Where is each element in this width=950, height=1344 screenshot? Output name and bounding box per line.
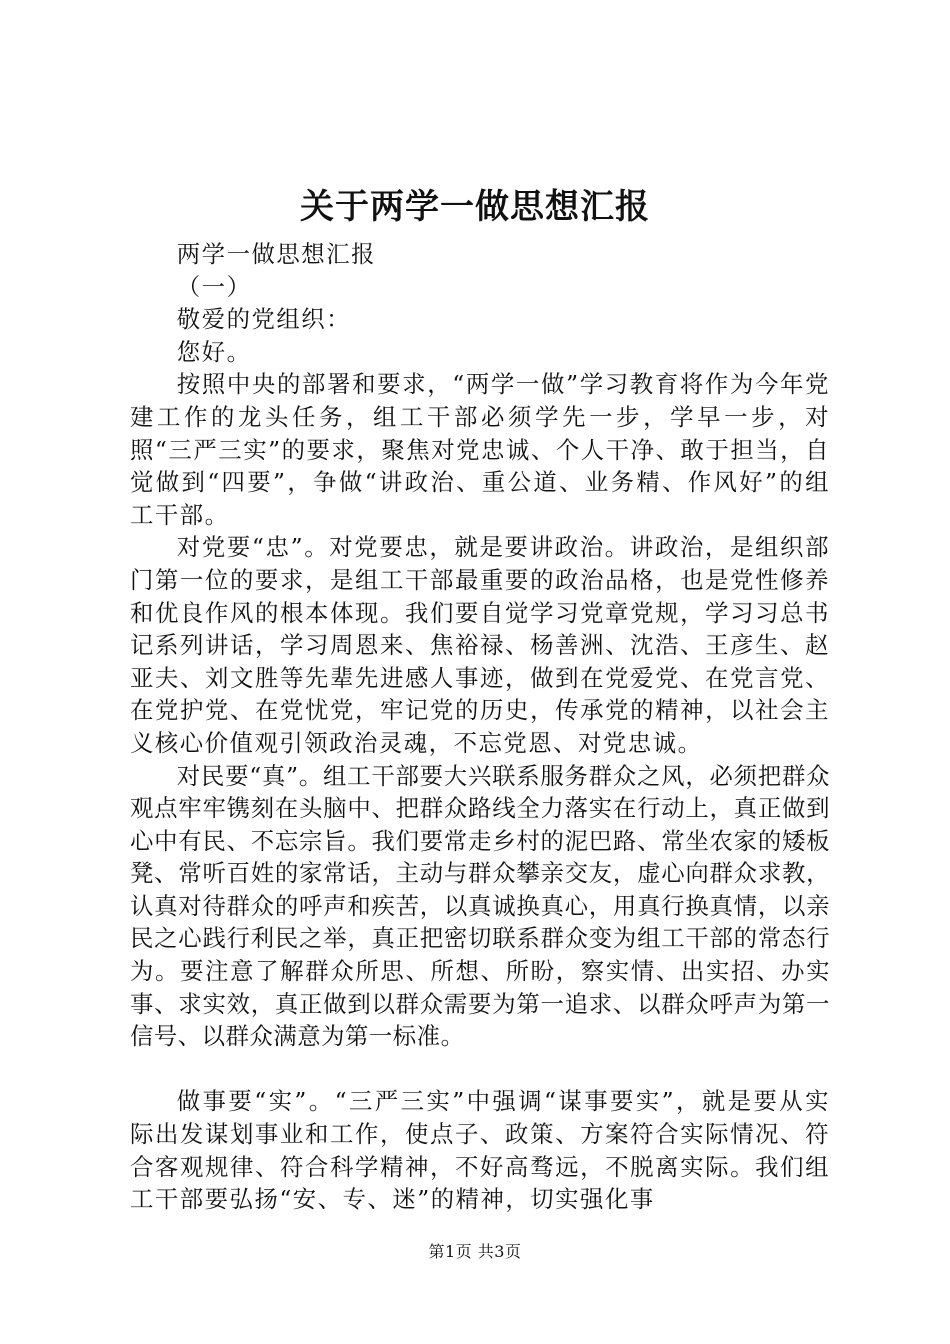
page-footer: 第1页 共3页 [428,1242,522,1261]
document-body [130,238,830,1216]
section-number-paragraph: （一） [176,272,252,301]
intro-paragraph: 按照中央的部署和要求，“两学一做”学习教育将作为今年党建工作的龙头任务，组工干部必须学先一步，学早一步，对照“三严三实”的要求，聚焦对党忠诚、个人干净、敢于担当，自觉做到“四要”，争做“讲政治、重公道、业务精、作风好”的组工干部。 [130,370,830,529]
subtitle-paragraph: 两学一做思想汇报 [176,240,376,268]
people-paragraph: 对民要“真”。组工干部要大兴联系服务群众之风，必须把群众观点牢牢镌刻在头脑中、把群众路线全力落实在行动上，真正做到心中有民、不忘宗旨。我们要常走乡村的泥巴路、常坐农家的矮板凳、常听百姓的家常话，主动与群众攀亲交友，虚心向群众求教，认真对待群众的呼声和疾苦，以真诚换真心，用真行换真情，以亲民之心践行利民之举，真正把密切联系群众变为组工干部的常态行为。要注意了解群众所思、所想、所盼，察实情、出实招、办实事、求实效，真正做到以群众需要为第一追求、以群众呼声为第一信号、以群众满意为第一标准。 [130,761,830,1051]
practical-paragraph: 做事要“实”。“三严三实”中强调“谋事要实”，就是要从实际出发谋划事业和工作，使点子、政策、方案符合实际情况、符合客观规律、符合科学精神，不好高骛远，不脱离实际。我们组工干部要弘扬“安、专、迷”的精神，切实强化事 [130,1087,830,1214]
loyalty-paragraph: 对党要“忠”。对党要忠，就是要讲政治。讲政治，是组织部门第一位的要求，是组工干部最重要的政治品格，也是党性修养和优良作风的根本体现。我们要自觉学习党章党规，学习习总书记系列讲话，学习周恩来、焦裕禄、杨善洲、沈浩、王彦生、赵亚夫、刘文胜等先辈先进感人事迹，做到在党爱党、在党言党、在党护党、在党忧党，牢记党的历史，传承党的精神，以社会主义核心价值观引领政治灵魂，不忘党恩、对党忠诚。 [130,533,830,757]
greeting-paragraph: 您好。 [176,337,252,366]
document-title: 关于两学一做思想汇报 [300,187,650,227]
salutation-paragraph: 敬爱的党组织： [176,305,352,334]
